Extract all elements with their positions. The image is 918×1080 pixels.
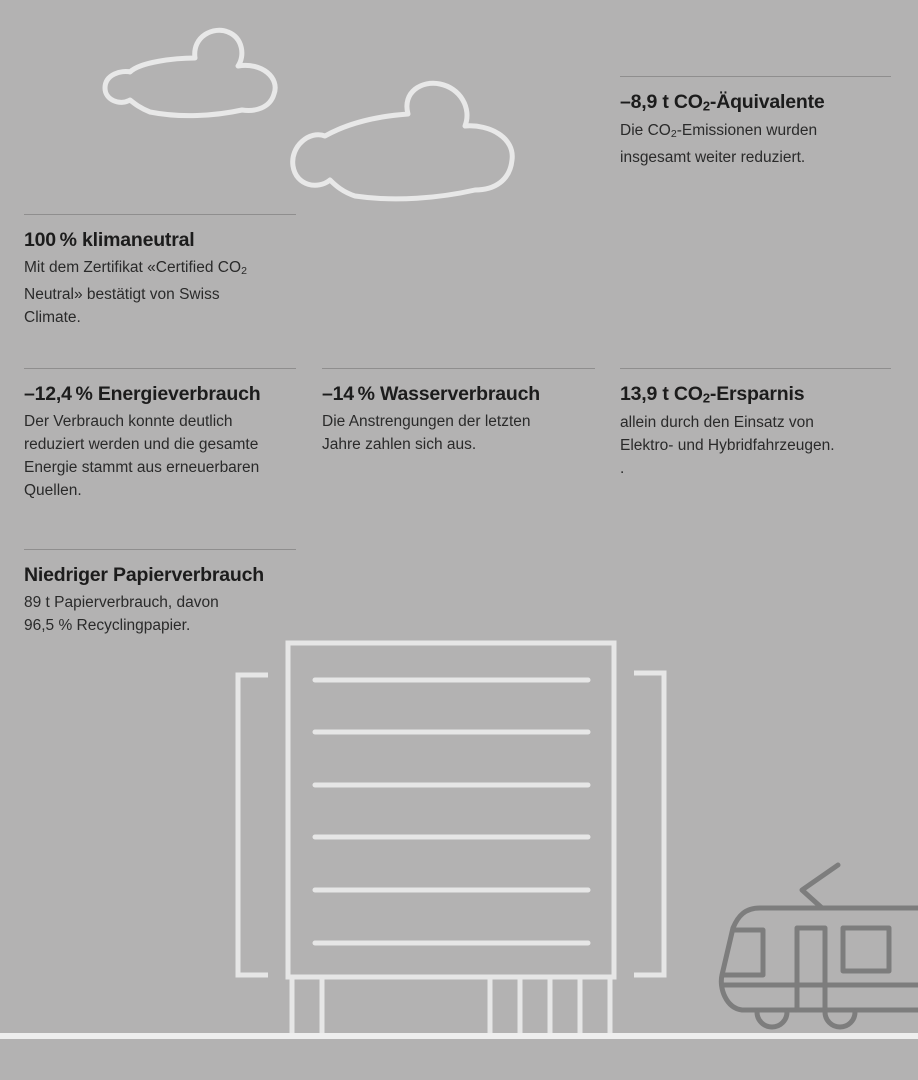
stat-title: –12,4 % Energieverbrauch [24,383,261,405]
cloud-icon [293,83,513,199]
stat-description: Die $CO_2$-Emissionen wurden insgesamt weiter reduziert. [620,121,818,166]
stat-description: Die Anstrengungen der letzten Jahre zahlen sich aus. [322,413,531,454]
stat-title: 13,9 t $CO_2$-Ersparnis [620,383,805,406]
cloud-icon [105,30,275,115]
stat-energy [24,368,296,502]
tram-icon [721,865,918,1027]
stat-description: Mit dem Zertifikat «Certified $CO_2$ Neutral» bestätigt von Swiss Climate. [24,259,247,327]
stat-description: 89 t Papierverbrauch, davon 96,5 % Recyclingpapier. [24,594,219,635]
office-building-icon [238,643,664,1035]
stat-description: Der Verbrauch konnte deutlich reduziert werden und die gesamte Energie stammt aus erneuerbaren Quellen. [24,413,260,500]
stat-title: –8,9 t $CO_2$-Äquivalente [620,91,825,114]
stat-title: 100 % klimaneutral [24,229,195,251]
stat-paper [24,549,296,637]
stat-co2-equivalents [620,76,891,169]
stat-climate-neutral [24,214,296,329]
stat-co2-savings [620,368,891,480]
stat-title: Niedriger Papierverbrauch [24,564,264,586]
stat-title: –14 % Wasserverbrauch [322,383,540,405]
stat-water [322,368,595,456]
stat-description: allein durch den Einsatz von Elektro- und Hybridfahrzeugen. . [620,413,835,477]
